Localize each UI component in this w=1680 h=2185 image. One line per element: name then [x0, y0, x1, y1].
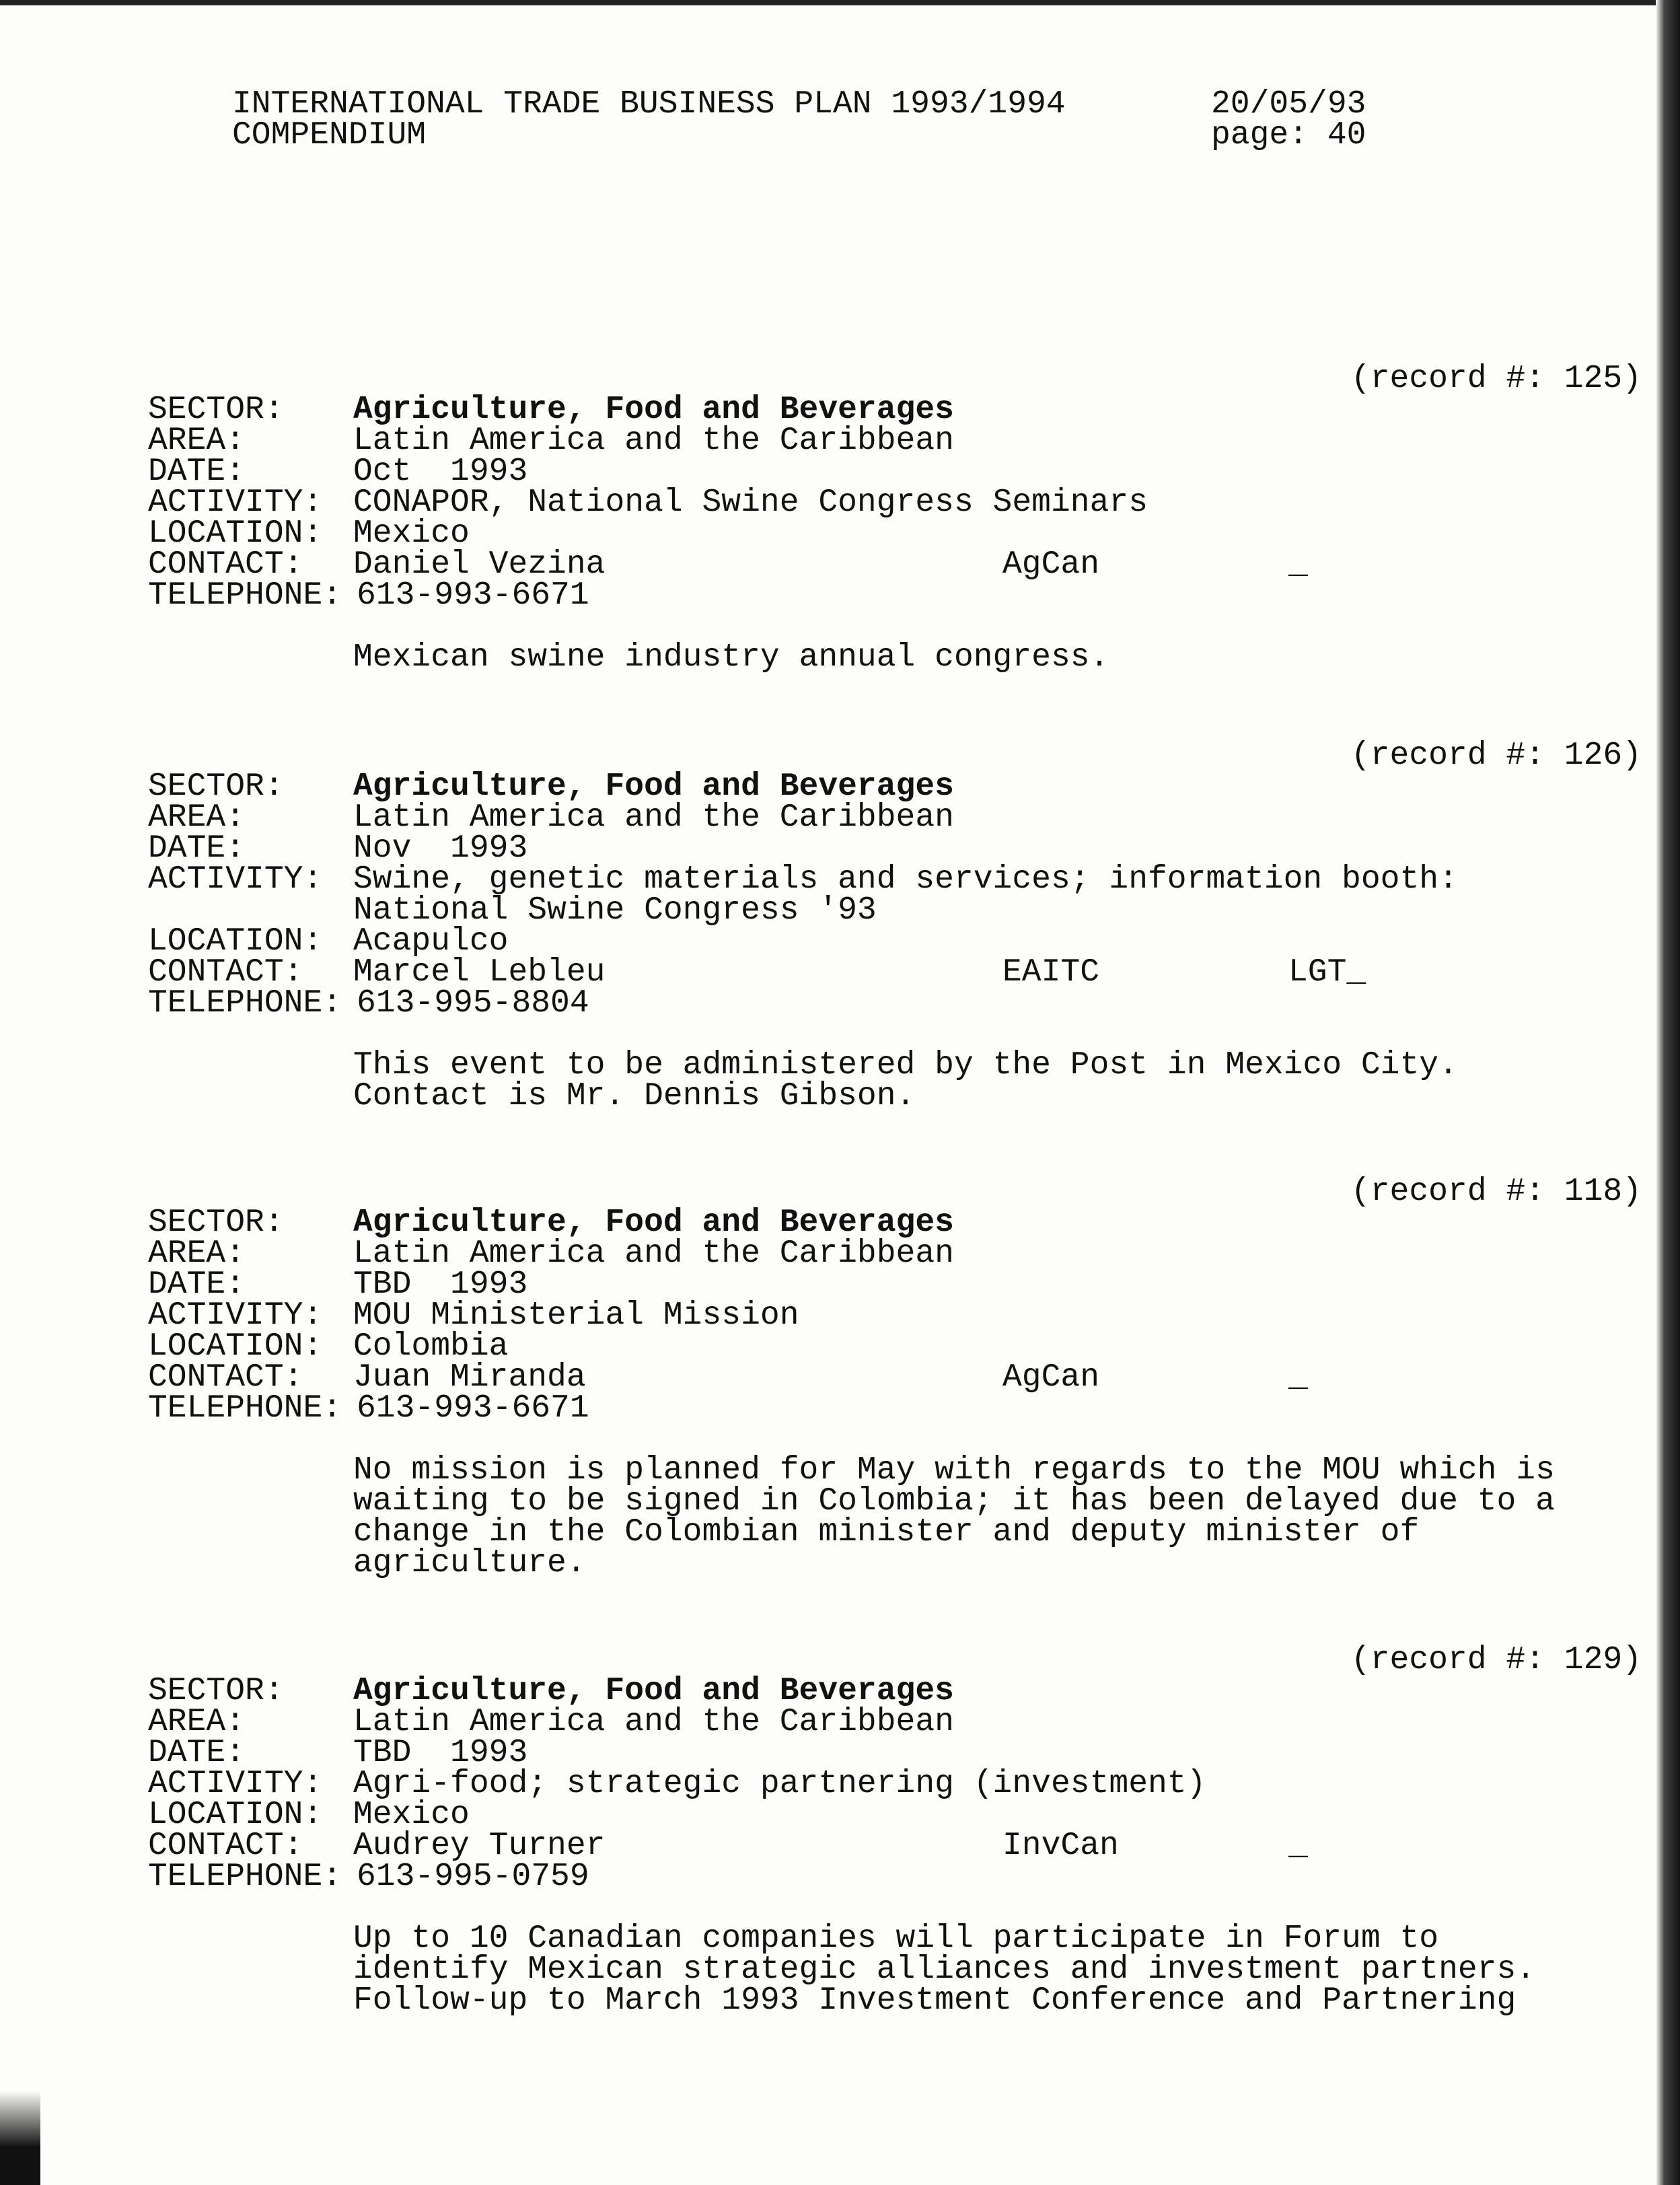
field-label: ACTIVITY: — [148, 1766, 323, 1802]
record-note-line: Mexican swine industry annual congress. — [353, 639, 1109, 676]
record-number: (record #: 129) — [1350, 1642, 1642, 1678]
field-value: Mexico — [353, 515, 470, 552]
record-note-line: Follow-up to March 1993 Investment Conference and Partnering — [353, 1982, 1517, 2019]
contact-code: _ — [1288, 1359, 1308, 1396]
field-value: National Swine Congress '93 — [353, 892, 877, 929]
field-value: Agriculture, Food and Beverages — [353, 392, 954, 428]
field-label: AREA: — [148, 1235, 246, 1272]
document-date: 20/05/93 — [1211, 86, 1366, 122]
contact-organization: InvCan — [1002, 1828, 1119, 1864]
field-value: Mexico — [353, 1797, 470, 1833]
field-value: Swine, genetic materials and services; information booth: — [353, 861, 1458, 898]
field-value: Latin America and the Caribbean — [353, 1704, 954, 1740]
field-label: TELEPHONE: — [148, 577, 342, 614]
field-label: DATE: — [148, 1266, 246, 1303]
document-subtitle: COMPENDIUM — [232, 117, 427, 153]
field-label: LOCATION: — [148, 1328, 323, 1365]
record-note-line: agriculture. — [353, 1545, 586, 1581]
record-note-line: Contact is Mr. Dennis Gibson. — [353, 1078, 916, 1114]
field-value: 613-993-6671 — [357, 577, 589, 614]
field-value: MOU Ministerial Mission — [353, 1297, 799, 1334]
field-value: Acapulco — [353, 923, 509, 960]
scan-edge-corner — [0, 2091, 40, 2185]
field-label: SECTOR: — [148, 1205, 284, 1241]
field-value: Latin America and the Caribbean — [353, 799, 954, 836]
field-value: Oct 1993 — [353, 454, 528, 490]
field-label: AREA: — [148, 799, 246, 836]
contact-code: LGT_ — [1288, 954, 1366, 991]
field-label: ACTIVITY: — [148, 485, 323, 521]
field-label: AREA: — [148, 423, 246, 459]
field-label: SECTOR: — [148, 1673, 284, 1709]
field-value: Agriculture, Food and Beverages — [353, 768, 954, 805]
contact-organization: EAITC — [1002, 954, 1100, 991]
record-number: (record #: 126) — [1350, 738, 1642, 774]
contact-organization: AgCan — [1002, 1359, 1100, 1396]
field-value: 613-993-6671 — [357, 1390, 589, 1427]
field-value: Daniel Vezina — [353, 546, 606, 583]
field-label: CONTACT: — [148, 954, 303, 991]
field-value: 613-995-8804 — [357, 985, 589, 1022]
field-label: AREA: — [148, 1704, 246, 1740]
field-value: CONAPOR, National Swine Congress Seminars — [353, 485, 1148, 521]
field-label: ACTIVITY: — [148, 1297, 323, 1334]
field-label: TELEPHONE: — [148, 985, 342, 1022]
field-value: Latin America and the Caribbean — [353, 1235, 954, 1272]
record-note-line: change in the Colombian minister and deputy minister of — [353, 1514, 1420, 1550]
record-note-line: identify Mexican strategic alliances and investment partners. — [353, 1951, 1536, 1988]
record-number: (record #: 118) — [1350, 1174, 1642, 1210]
field-value: Audrey Turner — [353, 1828, 606, 1864]
record-note-line: Up to 10 Canadian companies will participate in Forum to — [353, 1921, 1439, 1957]
field-label: SECTOR: — [148, 392, 284, 428]
field-label: CONTACT: — [148, 546, 303, 583]
field-label: DATE: — [148, 454, 246, 490]
contact-organization: AgCan — [1002, 546, 1100, 583]
record-note-line: This event to be administered by the Post in Mexico City. — [353, 1047, 1458, 1083]
field-label: TELEPHONE: — [148, 1859, 342, 1895]
field-value: Juan Miranda — [353, 1359, 586, 1396]
field-label: DATE: — [148, 830, 246, 867]
field-label: CONTACT: — [148, 1359, 303, 1396]
record-note-line: No mission is planned for May with regards to the MOU which is — [353, 1452, 1555, 1489]
record-number: (record #: 125) — [1350, 361, 1642, 397]
field-label: LOCATION: — [148, 923, 323, 960]
contact-code: _ — [1288, 1828, 1308, 1864]
field-value: TBD 1993 — [353, 1735, 528, 1771]
field-value: TBD 1993 — [353, 1266, 528, 1303]
field-value: Nov 1993 — [353, 830, 528, 867]
field-value: 613-995-0759 — [357, 1859, 589, 1895]
field-label: ACTIVITY: — [148, 861, 323, 898]
field-label: LOCATION: — [148, 515, 323, 552]
page-number: page: 40 — [1211, 117, 1366, 153]
field-label: DATE: — [148, 1735, 246, 1771]
scan-edge-top — [0, 0, 1680, 5]
field-label: LOCATION: — [148, 1797, 323, 1833]
field-value: Marcel Lebleu — [353, 954, 606, 991]
field-label: TELEPHONE: — [148, 1390, 342, 1427]
field-value: Agri-food; strategic partnering (investment) — [353, 1766, 1206, 1802]
field-value: Agriculture, Food and Beverages — [353, 1205, 954, 1241]
field-label: SECTOR: — [148, 768, 284, 805]
record-note-line: waiting to be signed in Colombia; it has been delayed due to a — [353, 1483, 1555, 1519]
field-label: CONTACT: — [148, 1828, 303, 1864]
document-title: INTERNATIONAL TRADE BUSINESS PLAN 1993/1994 — [232, 86, 1066, 122]
scan-edge-right — [1656, 0, 1680, 2185]
field-value: Colombia — [353, 1328, 509, 1365]
contact-code: _ — [1288, 546, 1308, 583]
field-value: Agriculture, Food and Beverages — [353, 1673, 954, 1709]
field-value: Latin America and the Caribbean — [353, 423, 954, 459]
